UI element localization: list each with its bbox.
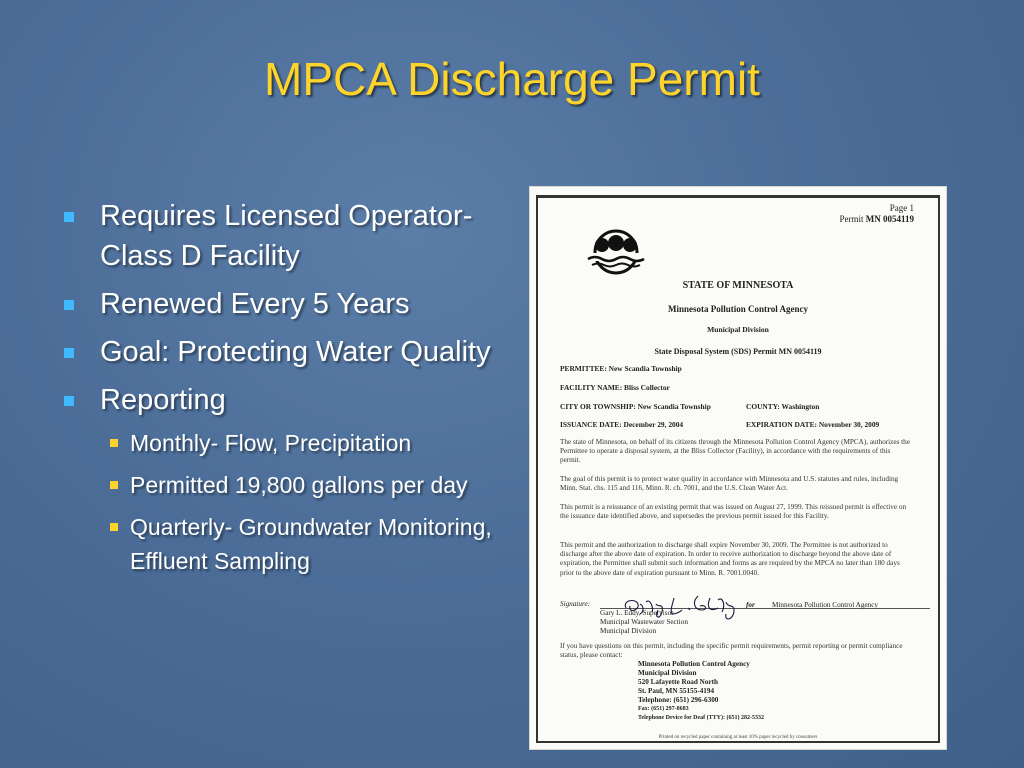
doc-questions: If you have questions on this permit, including the specific permit requirements, permit reporting or permit compliance status, please contact:: [560, 642, 903, 660]
doc-system: State Disposal System (SDS) Permit MN 0054119: [654, 347, 822, 356]
doc-county: COUNTY: Washington: [746, 402, 820, 411]
square-bullet-icon: [64, 300, 74, 310]
doc-division: Municipal Division: [707, 325, 769, 334]
signer-name: Gary L. Eddy, Supervisor: [600, 609, 674, 617]
doc-issuance: ISSUANCE DATE: December 29, 2004: [560, 420, 684, 429]
doc-permittee: PERMITTEE: New Scandia Township: [560, 364, 682, 373]
slide-title: MPCA Discharge Permit: [264, 53, 760, 105]
signer-info: [600, 609, 688, 636]
doc-agency: Minnesota Pollution Control Agency: [667, 304, 809, 314]
doc-paragraph: This permit and the authorization to discharge shall expire November 30, 2009. The Permittee is not authorized to discharge after the above date of expiration. In order to receive authorization to discharge beyond the above date of expiration, the Permittee shall submit such information and forms as are required by the MPCA no later than 180 days prior to the above date of expiration pursuant to Minn. R. 7001.0040.: [560, 541, 900, 577]
bullet-item: [58, 196, 508, 276]
square-bullet-icon: [64, 212, 74, 222]
contact-street: 520 Lafayette Road North: [638, 678, 719, 686]
signature-agency: Minnesota Pollution Control Agency: [772, 601, 879, 609]
bullet-text: Reporting: [100, 384, 226, 416]
signer-division: Municipal Division: [600, 627, 657, 635]
bullet-item: [58, 380, 508, 578]
doc-paragraph: This permit is a reissuance of an existing permit that was issued on August 27, 1999. This reissued permit is effective on the issuance date identified above, and supersedes the previous permit issued for this Facility.: [560, 503, 907, 521]
sub-bullet-item: [100, 468, 508, 502]
page-label: Page 1: [889, 203, 914, 213]
contact-agency: Minnesota Pollution Control Agency: [638, 660, 750, 668]
square-bullet-icon: [64, 348, 74, 358]
sub-bullet-item: [100, 510, 508, 578]
sub-bullet-text: Permitted 19,800 gallons per day: [130, 472, 468, 498]
bullet-text: Goal: Protecting Water Quality: [100, 336, 491, 368]
page-number: [840, 203, 915, 225]
doc-city: CITY OR TOWNSHIP: New Scandia Township: [560, 402, 711, 411]
permit-document-image: [530, 187, 946, 749]
doc-footer: Printed on recycled paper containing at least 10% paper recycled by consumers: [658, 735, 818, 740]
bullet-item: [58, 284, 508, 324]
square-bullet-icon: [64, 396, 74, 406]
contact-division: Municipal Division: [638, 669, 697, 677]
signature-for-label: for: [746, 601, 755, 609]
contact-fax: Fax: (651) 297-8683: [638, 706, 689, 712]
bullet-list: [58, 196, 508, 586]
permit-label: Permit: [839, 214, 864, 224]
contact-tty: Telephone Device for Deaf (TTY): (651) 282-5332: [638, 715, 764, 721]
doc-paragraph: The goal of this permit is to protect water quality in accordance with Minnesota and U.S. statutes and rules, including Minn. Stat. chs. 115 and 116, Minn. R. ch. 7001, and the U.S. Clean Water Act.: [560, 475, 899, 493]
mpca-logo-icon: [584, 229, 648, 275]
signature-label: Signature:: [560, 600, 591, 608]
sub-bullet-text: Monthly- Flow, Precipitation: [130, 430, 412, 456]
sub-bullet-list: [100, 426, 508, 578]
contact-phone: Telephone: (651) 296-6300: [638, 696, 719, 704]
bullet-text: Requires Licensed Operator- Class D Facility: [100, 200, 473, 272]
square-bullet-icon: [110, 481, 118, 489]
sub-bullet-text: Quarterly- Groundwater Monitoring, Effluent Sampling: [130, 514, 492, 574]
bullet-text: Renewed Every 5 Years: [100, 288, 410, 320]
square-bullet-icon: [110, 523, 118, 531]
square-bullet-icon: [110, 439, 118, 447]
sub-bullet-item: [100, 426, 508, 460]
doc-facility: FACILITY NAME: Bliss Collector: [560, 383, 670, 392]
permit-number: MN 0054119: [865, 214, 914, 224]
doc-paragraph: The state of Minnesota, on behalf of its citizens through the Minnesota Pollution Control Agency (MPCA), authorizes the Permittee to operate a disposal system, at the Bliss Collector (Facility), in accordance with the requirements of this permit.: [560, 438, 910, 465]
doc-expiration: EXPIRATION DATE: November 30, 2009: [746, 420, 880, 429]
bullet-item: [58, 332, 508, 372]
signer-section: Municipal Wastewater Section: [600, 618, 688, 626]
contact-block: [638, 660, 764, 723]
contact-city: St. Paul, MN 55155-4194: [638, 687, 715, 695]
doc-state: STATE OF MINNESOTA: [682, 280, 794, 291]
